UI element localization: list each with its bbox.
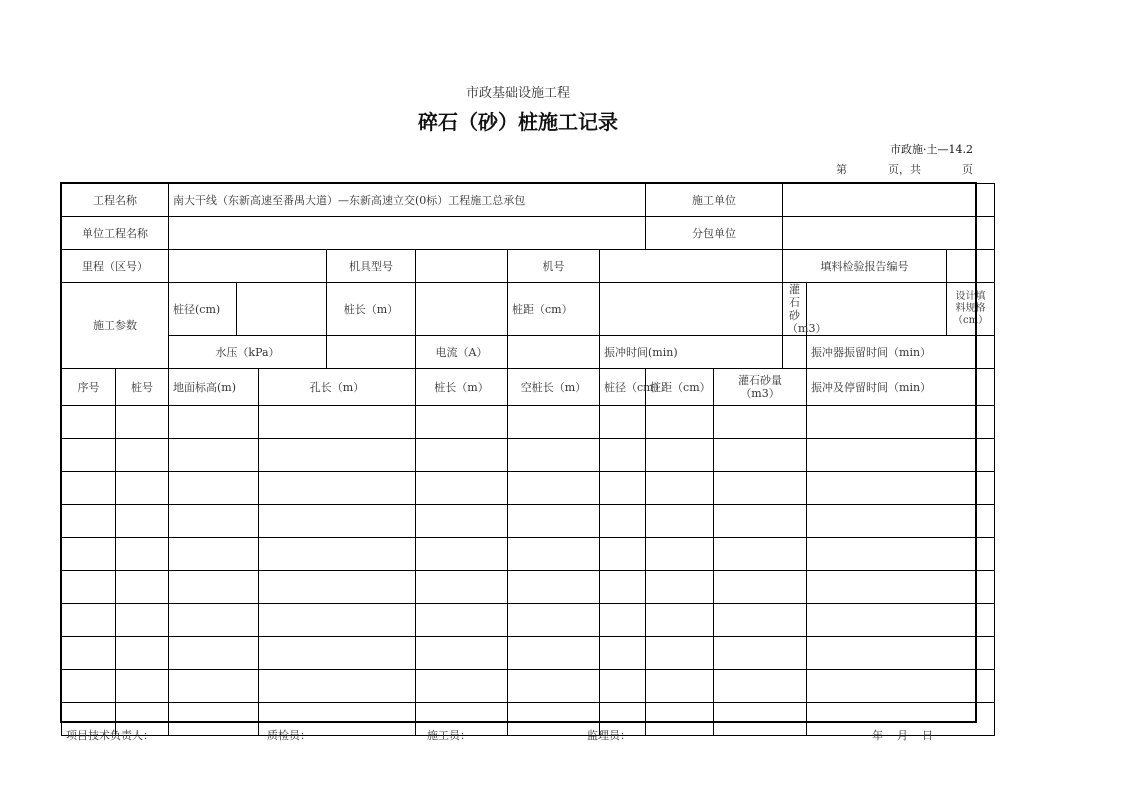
cell-vibration-time[interactable] <box>807 538 995 571</box>
info-row-params-2 <box>62 336 995 369</box>
table-row <box>62 439 995 472</box>
col-header-pile-no: 桩号 <box>116 369 169 406</box>
info-row-project <box>62 184 995 217</box>
cell-ground-elevation[interactable] <box>169 505 259 538</box>
cell-pile-spacing[interactable] <box>646 604 714 637</box>
cell-vibration-time[interactable] <box>807 604 995 637</box>
machine-model-label: 机具型号 <box>327 250 416 283</box>
cell-hole-length[interactable] <box>259 538 416 571</box>
col-header-empty-pile-length: 空桩长（m） <box>508 369 600 406</box>
table-row <box>62 472 995 505</box>
construction-record-table <box>61 183 995 736</box>
cell-empty-pile-length[interactable] <box>508 604 600 637</box>
pile-length-value[interactable] <box>416 283 508 336</box>
cell-pile-no[interactable] <box>116 538 169 571</box>
cell-hole-length[interactable] <box>259 604 416 637</box>
col-header-sand-volume: 灌石砂量 （m3） <box>714 369 807 406</box>
info-row-params-1 <box>62 283 995 336</box>
pile-diameter-label: 桩径(cm) <box>169 283 237 336</box>
construction-unit-value[interactable] <box>783 184 995 217</box>
cell-vibration-time[interactable] <box>807 439 995 472</box>
cell-sand-volume[interactable] <box>714 505 807 538</box>
cell-hole-length[interactable] <box>259 505 416 538</box>
fill-report-label: 填料检验报告编号 <box>783 250 947 283</box>
cell-pile-length[interactable] <box>416 505 508 538</box>
col-header-hole-length: 孔长（m） <box>259 369 416 406</box>
design-spec-label: 设计填料规格 （cm） <box>947 283 995 336</box>
cell-pile-spacing[interactable] <box>646 406 714 439</box>
page-info <box>836 161 973 177</box>
table-row <box>62 670 995 703</box>
cell-pile-no[interactable] <box>116 637 169 670</box>
page-info-prefix: 第 <box>836 163 847 176</box>
date-year: 年 <box>872 729 883 742</box>
cell-pile-diameter[interactable] <box>600 538 646 571</box>
cell-sand-volume[interactable] <box>714 703 807 736</box>
params-label: 施工参数 <box>62 283 169 369</box>
cell-seq[interactable] <box>62 439 116 472</box>
page-info-middle: 页，共 <box>888 163 921 176</box>
col-header-pile-spacing: 桩距（cm） <box>646 369 714 406</box>
cell-vibration-time[interactable] <box>807 637 995 670</box>
column-header-row <box>62 369 995 406</box>
tech-lead-signature: 项目技术负责人： <box>66 729 154 742</box>
col-header-pile-length: 桩长（m） <box>416 369 508 406</box>
col-header-ground-elevation: 地面标高(m) <box>169 369 259 406</box>
cell-pile-length[interactable] <box>416 538 508 571</box>
cell-pile-no[interactable] <box>116 571 169 604</box>
project-name-label: 工程名称 <box>62 184 169 217</box>
cell-hole-length[interactable] <box>259 406 416 439</box>
construction-unit-label: 施工单位 <box>646 184 783 217</box>
cell-sand-volume[interactable] <box>714 406 807 439</box>
form-code: 市政施·土—14.2 <box>890 143 973 156</box>
form-title: 碎石（砂）桩施工记录 <box>418 110 618 134</box>
cell-empty-pile-length[interactable] <box>508 571 600 604</box>
cell-pile-no[interactable] <box>116 439 169 472</box>
cell-pile-spacing[interactable] <box>646 472 714 505</box>
cell-ground-elevation[interactable] <box>169 439 259 472</box>
cell-pile-spacing[interactable] <box>646 571 714 604</box>
date-day: 日 <box>922 729 933 742</box>
cell-sand-volume[interactable] <box>714 637 807 670</box>
cell-seq[interactable] <box>62 571 116 604</box>
table-row <box>62 604 995 637</box>
current-value[interactable] <box>508 336 600 369</box>
cell-vibration-time[interactable] <box>807 406 995 439</box>
cell-pile-no[interactable] <box>116 406 169 439</box>
cell-seq[interactable] <box>62 637 116 670</box>
sand-fill-label: 灌石砂 （m3） <box>783 283 807 336</box>
cell-vibration-time[interactable] <box>807 670 995 703</box>
cell-pile-diameter[interactable] <box>600 604 646 637</box>
cell-seq[interactable] <box>62 670 116 703</box>
cell-pile-diameter[interactable] <box>600 571 646 604</box>
cell-sand-volume[interactable] <box>714 571 807 604</box>
quality-inspector-signature: 质检员： <box>267 729 311 742</box>
cell-pile-spacing[interactable] <box>646 538 714 571</box>
cell-hole-length[interactable] <box>259 670 416 703</box>
cell-pile-diameter[interactable] <box>600 439 646 472</box>
cell-pile-diameter[interactable] <box>600 505 646 538</box>
info-row-unit <box>62 217 995 250</box>
cell-empty-pile-length[interactable] <box>508 472 600 505</box>
mileage-value[interactable] <box>169 250 327 283</box>
table-row <box>62 505 995 538</box>
cell-vibration-time[interactable] <box>807 505 995 538</box>
cell-pile-length[interactable] <box>416 571 508 604</box>
pile-spacing-value[interactable] <box>600 283 783 336</box>
cell-pile-spacing[interactable] <box>646 439 714 472</box>
cell-pile-spacing[interactable] <box>646 670 714 703</box>
cell-sand-volume[interactable] <box>714 538 807 571</box>
vibration-time-value[interactable] <box>783 336 807 369</box>
cell-sand-volume[interactable] <box>714 670 807 703</box>
cell-ground-elevation[interactable] <box>169 703 259 736</box>
cell-ground-elevation[interactable] <box>169 571 259 604</box>
cell-pile-diameter[interactable] <box>600 472 646 505</box>
cell-pile-length[interactable] <box>416 604 508 637</box>
table-row <box>62 703 995 736</box>
machine-no-value[interactable] <box>600 250 783 283</box>
vibrator-retention-label: 振冲器振留时间（min） <box>807 336 995 369</box>
cell-hole-length[interactable] <box>259 472 416 505</box>
cell-pile-length[interactable] <box>416 439 508 472</box>
cell-pile-length[interactable] <box>416 670 508 703</box>
pile-length-label: 桩长（m） <box>327 283 416 336</box>
cell-seq[interactable] <box>62 406 116 439</box>
col-header-vibration-time: 振冲及停留时间（min） <box>807 369 995 406</box>
cell-ground-elevation[interactable] <box>169 670 259 703</box>
info-row-machine <box>62 250 995 283</box>
cell-pile-no[interactable] <box>116 505 169 538</box>
cell-sand-volume[interactable] <box>714 604 807 637</box>
date-month: 月 <box>897 729 908 742</box>
current-label: 电流（A） <box>416 336 508 369</box>
fill-report-value[interactable] <box>947 250 995 283</box>
constructor-signature: 施工员： <box>427 729 471 742</box>
table-row <box>62 538 995 571</box>
cell-empty-pile-length[interactable] <box>508 439 600 472</box>
cell-pile-no[interactable] <box>116 670 169 703</box>
subcontract-unit-value[interactable] <box>783 217 995 250</box>
col-header-pile-diameter: 桩径（cm） <box>600 369 646 406</box>
supervisor-signature: 监理员： <box>587 729 631 742</box>
mileage-label: 里程（区号） <box>62 250 169 283</box>
cell-hole-length[interactable] <box>259 571 416 604</box>
machine-no-label: 机号 <box>508 250 600 283</box>
subcontract-unit-label: 分包单位 <box>646 217 783 250</box>
cell-sand-volume[interactable] <box>714 439 807 472</box>
machine-model-value[interactable] <box>416 250 508 283</box>
project-name-value[interactable]: 南大干线（东新高速至番禺大道）—东新高速立交(0标）工程施工总承包 <box>169 184 646 217</box>
cell-ground-elevation[interactable] <box>169 406 259 439</box>
pile-spacing-label: 桩距（cm） <box>508 283 600 336</box>
table-row <box>62 571 995 604</box>
unit-project-label: 单位工程名称 <box>62 217 169 250</box>
col-header-seq: 序号 <box>62 369 116 406</box>
cell-ground-elevation[interactable] <box>169 637 259 670</box>
cell-seq[interactable] <box>62 604 116 637</box>
cell-pile-length[interactable] <box>416 637 508 670</box>
cell-empty-pile-length[interactable] <box>508 703 600 736</box>
cell-empty-pile-length[interactable] <box>508 505 600 538</box>
table-row <box>62 406 995 439</box>
cell-ground-elevation[interactable] <box>169 604 259 637</box>
cell-sand-volume[interactable] <box>714 472 807 505</box>
cell-pile-diameter[interactable] <box>600 637 646 670</box>
cell-seq[interactable] <box>62 538 116 571</box>
form-category: 市政基础设施工程 <box>465 86 570 101</box>
cell-pile-no[interactable] <box>116 472 169 505</box>
vibration-time-label: 振冲时间(min) <box>600 336 783 369</box>
water-pressure-label: 水压（kPa） <box>169 336 327 369</box>
cell-ground-elevation[interactable] <box>169 472 259 505</box>
cell-seq[interactable] <box>62 505 116 538</box>
cell-vibration-time[interactable] <box>807 472 995 505</box>
cell-empty-pile-length[interactable] <box>508 406 600 439</box>
unit-project-value[interactable] <box>169 217 646 250</box>
cell-hole-length[interactable] <box>259 637 416 670</box>
table-row <box>62 637 995 670</box>
cell-ground-elevation[interactable] <box>169 538 259 571</box>
cell-empty-pile-length[interactable] <box>508 538 600 571</box>
cell-pile-length[interactable] <box>416 406 508 439</box>
water-pressure-value[interactable] <box>327 336 416 369</box>
cell-pile-spacing[interactable] <box>646 505 714 538</box>
cell-pile-spacing[interactable] <box>646 637 714 670</box>
cell-empty-pile-length[interactable] <box>508 670 600 703</box>
cell-pile-spacing[interactable] <box>646 703 714 736</box>
page-info-suffix: 页 <box>962 163 973 176</box>
cell-empty-pile-length[interactable] <box>508 637 600 670</box>
cell-seq[interactable] <box>62 472 116 505</box>
cell-vibration-time[interactable] <box>807 571 995 604</box>
pile-diameter-value[interactable] <box>237 283 327 336</box>
cell-pile-length[interactable] <box>416 472 508 505</box>
cell-pile-diameter[interactable] <box>600 670 646 703</box>
sand-fill-value[interactable] <box>807 283 947 336</box>
cell-pile-diameter[interactable] <box>600 406 646 439</box>
cell-pile-no[interactable] <box>116 604 169 637</box>
cell-hole-length[interactable] <box>259 439 416 472</box>
